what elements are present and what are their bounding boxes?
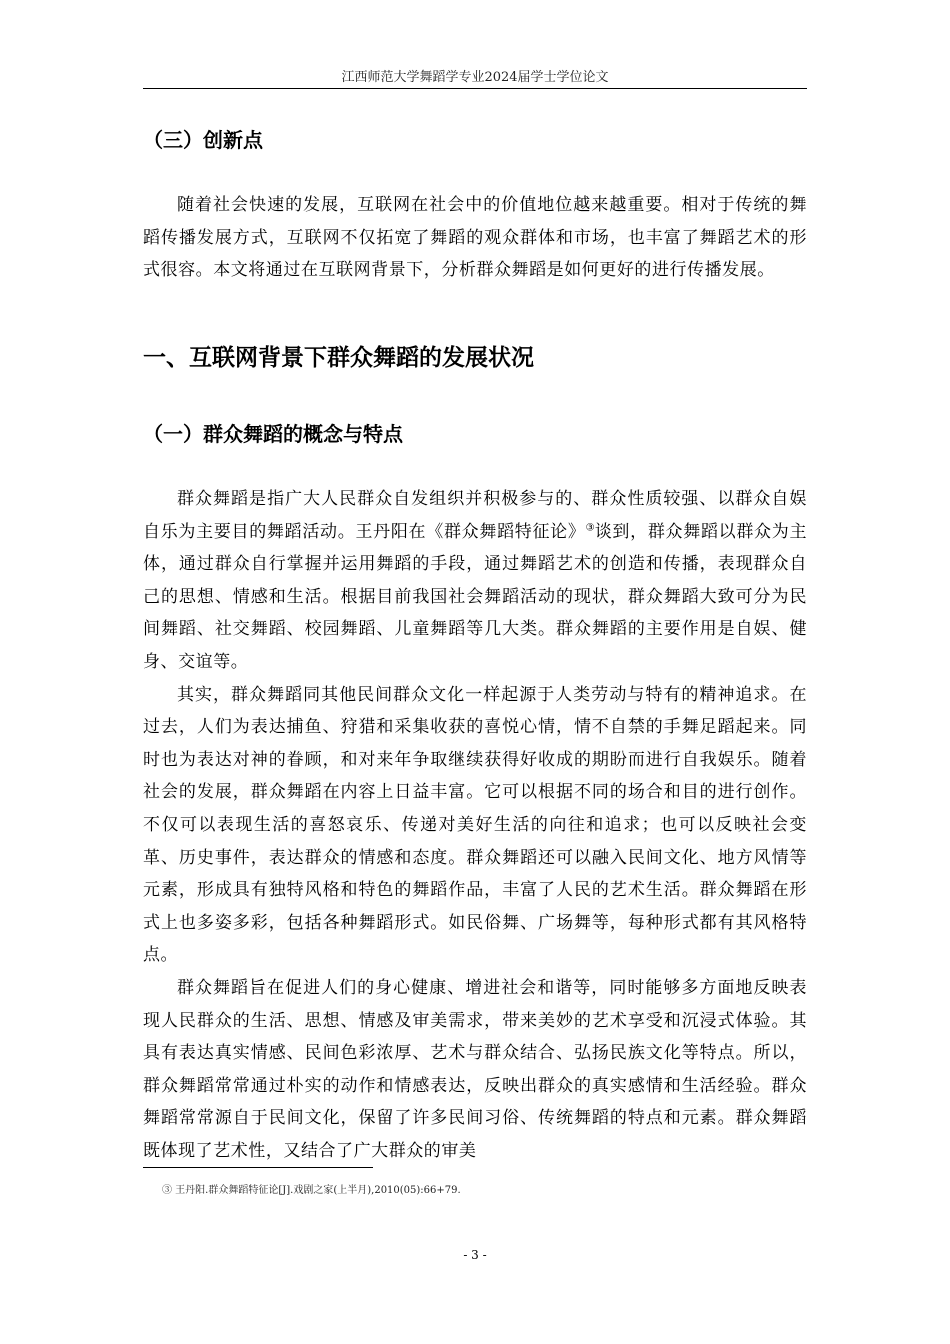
paragraph-text: 群众舞蹈是指广大人民群众自发组织并积极参与的、群众性质较强、以群众自娱自乐为主要目的舞蹈活动。王丹阳在《群众舞蹈特征论》: [143, 489, 807, 542]
section-heading-concept: （一）群众舞蹈的概念与特点: [143, 422, 403, 446]
footnote-reference[interactable]: ③: [585, 521, 595, 533]
innovation-body: [143, 189, 807, 287]
paragraph: [143, 483, 807, 679]
footnote: ③ 王丹阳.群众舞蹈特征论[J].戏剧之家(上半月),2010(05):66+79.: [162, 1185, 461, 1196]
footnote-divider: [143, 1167, 373, 1168]
page-number: - 3 -: [463, 1248, 487, 1262]
paragraph: 随着社会快速的发展，互联网在社会中的价值地位越来越重要。相对于传统的舞蹈传播发展方式，互联网不仅拓宽了舞蹈的观众群体和市场，也丰富了舞蹈艺术的形式很容。本文将通过在互联网背景下，分析群众舞蹈是如何更好的进行传播发展。: [143, 195, 807, 281]
paragraph-text: 谈到，群众舞蹈以群众为主体，通过群众自行掌握并运用舞蹈的手段，通过舞蹈艺术的创造和传播，表现群众自己的思想、情感和生活。根据目前我国社会舞蹈活动的现状，群众舞蹈大致可分为民间舞蹈、社交舞蹈、校园舞蹈、儿童舞蹈等几大类。群众舞蹈的主要作用是自娱、健身、交谊等。: [143, 521, 808, 672]
concept-body: [143, 483, 807, 1167]
chapter-heading-one: 一、互联网背景下群众舞蹈的发展状况: [143, 345, 534, 371]
paragraph: 群众舞蹈旨在促进人们的身心健康、增进社会和谐等，同时能够多方面地反映表现人民群众的生活、思想、情感及审美需求，带来美妙的艺术享受和沉浸式体验。其具有表达真实情感、民间色彩浓厚、艺术与群众结合、弘扬民族文化等特点。所以，群众舞蹈常常通过朴实的动作和情感表达，反映出群众的真实感情和生活经验。群众舞蹈常常源自于民间文化，保留了许多民间习俗、传统舞蹈的特点和元素。群众舞蹈既体现了艺术性，又结合了广大群众的审美: [143, 977, 807, 1161]
running-header: 江西师范大学舞蹈学专业2024届学士学位论文: [341, 70, 609, 85]
section-heading-innovation: （三）创新点: [143, 128, 263, 152]
header-divider: [143, 88, 807, 89]
paragraph: 其实，群众舞蹈同其他民间群众文化一样起源于人类劳动与特有的精神追求。在过去，人们为表达捕鱼、狩猎和采集收获的喜悦心情，情不自禁的手舞足蹈起来。同时也为表达对神的眷顾，和对来年争取继续获得好收成的期盼而进行自我娱乐。随着社会的发展，群众舞蹈在内容上日益丰富。它可以根据不同的场合和目的进行创作。不仅可以表现生活的喜怒哀乐、传递对美好生活的向往和追求；也可以反映社会变革、历史事件，表达群众的情感和态度。群众舞蹈还可以融入民间文化、地方风情等元素，形成具有独特风格和特色的舞蹈作品，丰富了人民的艺术生活。群众舞蹈在形式上也多姿多彩，包括各种舞蹈形式。如民俗舞、广场舞等，每种形式都有其风格特点。: [143, 684, 807, 966]
